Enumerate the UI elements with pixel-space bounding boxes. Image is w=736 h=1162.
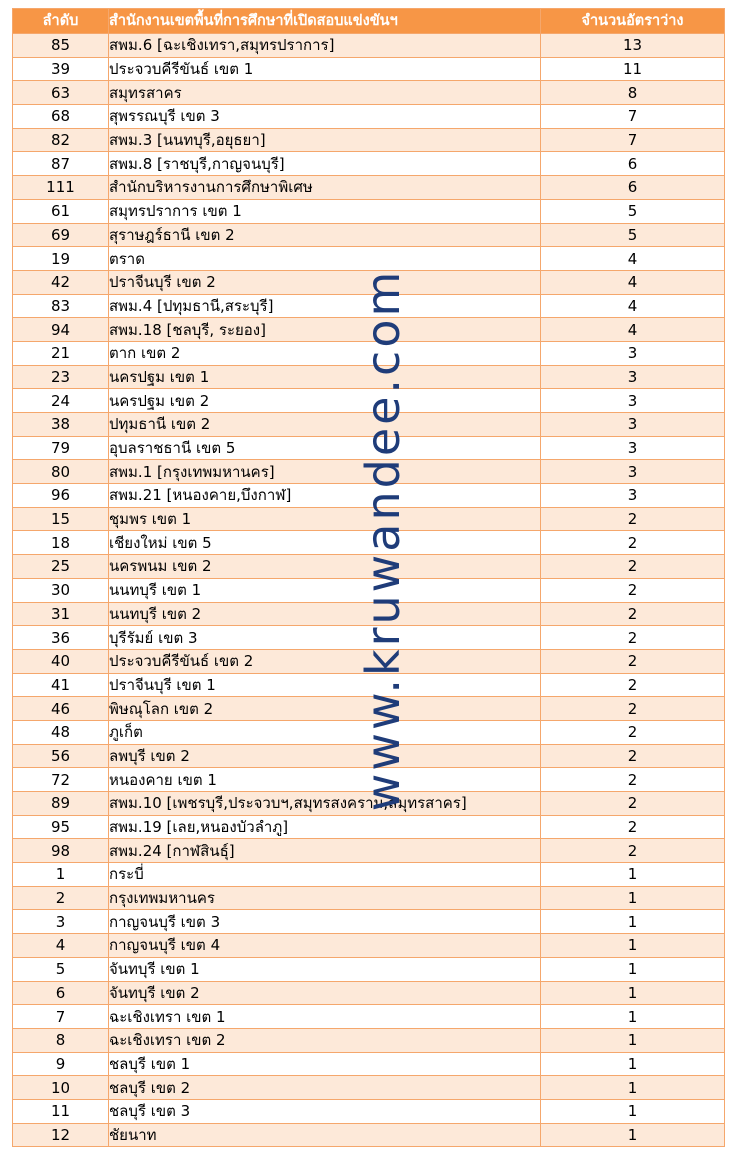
row-count: 4 [541, 270, 725, 294]
table-row [13, 673, 725, 697]
row-count: 7 [541, 105, 725, 129]
table-row [13, 365, 725, 389]
row-office: ปราจีนบุรี เขต 2 [109, 270, 541, 294]
row-id: 61 [13, 199, 109, 223]
table-row [13, 863, 725, 887]
row-count: 3 [541, 341, 725, 365]
row-id: 41 [13, 673, 109, 697]
row-id: 87 [13, 152, 109, 176]
table-row [13, 697, 725, 721]
row-count: 2 [541, 673, 725, 697]
row-count: 6 [541, 152, 725, 176]
row-count: 2 [541, 507, 725, 531]
row-id: 6 [13, 981, 109, 1005]
table-row [13, 910, 725, 934]
row-office: กาญจนบุรี เขต 3 [109, 910, 541, 934]
watermark: www.kruwandee.com [356, 268, 410, 812]
row-office: บุรีรัมย์ เขต 3 [109, 626, 541, 650]
table-row [13, 555, 725, 579]
row-count: 1 [541, 1028, 725, 1052]
row-office: สมุทรสาคร [109, 81, 541, 105]
table-row [13, 957, 725, 981]
row-id: 19 [13, 247, 109, 271]
table-row [13, 247, 725, 271]
table-row [13, 223, 725, 247]
row-office: ชลบุรี เขต 2 [109, 1076, 541, 1100]
row-id: 72 [13, 768, 109, 792]
table-row [13, 128, 725, 152]
row-count: 5 [541, 223, 725, 247]
row-count: 3 [541, 436, 725, 460]
table-row [13, 578, 725, 602]
row-id: 83 [13, 294, 109, 318]
row-id: 15 [13, 507, 109, 531]
row-office: ภูเก็ต [109, 720, 541, 744]
table-row [13, 839, 725, 863]
table-body [13, 34, 725, 1147]
row-id: 5 [13, 957, 109, 981]
table-row [13, 649, 725, 673]
row-id: 18 [13, 531, 109, 555]
table-row [13, 1076, 725, 1100]
row-id: 11 [13, 1099, 109, 1123]
row-count: 1 [541, 1005, 725, 1029]
row-id: 48 [13, 720, 109, 744]
row-count: 2 [541, 649, 725, 673]
row-count: 1 [541, 886, 725, 910]
table-row [13, 981, 725, 1005]
table-row [13, 531, 725, 555]
row-id: 98 [13, 839, 109, 863]
row-office: กาญจนบุรี เขต 4 [109, 934, 541, 958]
row-count: 2 [541, 815, 725, 839]
row-office: ปราจีนบุรี เขต 1 [109, 673, 541, 697]
row-office: สพม.3 [นนทบุรี,อยุธยา] [109, 128, 541, 152]
row-count: 2 [541, 602, 725, 626]
row-id: 94 [13, 318, 109, 342]
table-row [13, 341, 725, 365]
row-id: 68 [13, 105, 109, 129]
row-office: สพม.4 [ปทุมธานี,สระบุรี] [109, 294, 541, 318]
row-office: สพม.8 [ราชบุรี,กาญจนบุรี] [109, 152, 541, 176]
row-count: 2 [541, 744, 725, 768]
row-office: พิษณุโลก เขต 2 [109, 697, 541, 721]
row-count: 1 [541, 863, 725, 887]
row-id: 111 [13, 176, 109, 200]
row-office: สพม.21 [หนองคาย,บึงกาฬ] [109, 484, 541, 508]
row-count: 1 [541, 1099, 725, 1123]
table-row [13, 436, 725, 460]
row-office: สพม.19 [เลย,หนองบัวลำภู] [109, 815, 541, 839]
row-office: ตราด [109, 247, 541, 271]
row-count: 2 [541, 697, 725, 721]
row-id: 82 [13, 128, 109, 152]
table-row [13, 1005, 725, 1029]
row-id: 2 [13, 886, 109, 910]
table-row [13, 484, 725, 508]
row-id: 89 [13, 792, 109, 816]
row-office: นนทบุรี เขต 2 [109, 602, 541, 626]
row-id: 46 [13, 697, 109, 721]
row-office: สุราษฎร์ธานี เขต 2 [109, 223, 541, 247]
row-id: 1 [13, 863, 109, 887]
header-row [13, 9, 725, 34]
row-id: 39 [13, 57, 109, 81]
row-count: 4 [541, 318, 725, 342]
table-row [13, 152, 725, 176]
row-count: 11 [541, 57, 725, 81]
row-office: สุพรรณบุรี เขต 3 [109, 105, 541, 129]
table-row [13, 744, 725, 768]
header-count: จำนวนอัตราว่าง [541, 9, 725, 34]
table-row [13, 199, 725, 223]
table-row [13, 815, 725, 839]
row-office: กระบี่ [109, 863, 541, 887]
row-count: 2 [541, 555, 725, 579]
row-office: ชลบุรี เขต 1 [109, 1052, 541, 1076]
row-id: 23 [13, 365, 109, 389]
row-office: หนองคาย เขต 1 [109, 768, 541, 792]
table-row [13, 81, 725, 105]
row-id: 31 [13, 602, 109, 626]
row-office: เชียงใหม่ เขต 5 [109, 531, 541, 555]
row-office: ชลบุรี เขต 3 [109, 1099, 541, 1123]
row-id: 56 [13, 744, 109, 768]
row-count: 2 [541, 720, 725, 744]
row-id: 21 [13, 341, 109, 365]
row-office: สพม.24 [กาฬสินธุ์] [109, 839, 541, 863]
row-id: 69 [13, 223, 109, 247]
table-row [13, 176, 725, 200]
table-row [13, 886, 725, 910]
row-count: 1 [541, 1052, 725, 1076]
row-office: อุบลราชธานี เขต 5 [109, 436, 541, 460]
table-row [13, 389, 725, 413]
table-row [13, 602, 725, 626]
row-count: 2 [541, 626, 725, 650]
row-count: 3 [541, 389, 725, 413]
table-row [13, 34, 725, 58]
row-count: 4 [541, 247, 725, 271]
table-row [13, 460, 725, 484]
row-id: 8 [13, 1028, 109, 1052]
row-office: สำนักบริหารงานการศึกษาพิเศษ [109, 176, 541, 200]
table-header [13, 9, 725, 34]
row-id: 40 [13, 649, 109, 673]
row-id: 10 [13, 1076, 109, 1100]
row-id: 3 [13, 910, 109, 934]
row-count: 8 [541, 81, 725, 105]
row-id: 24 [13, 389, 109, 413]
row-office: ลพบุรี เขต 2 [109, 744, 541, 768]
table-row [13, 1052, 725, 1076]
row-office: นครพนม เขต 2 [109, 555, 541, 579]
row-office: ตาก เขต 2 [109, 341, 541, 365]
row-office: ฉะเชิงเทรา เขต 2 [109, 1028, 541, 1052]
row-office: ประจวบคีรีขันธ์ เขต 1 [109, 57, 541, 81]
row-office: สพม.1 [กรุงเทพมหานคร] [109, 460, 541, 484]
row-id: 38 [13, 413, 109, 437]
row-office: ปทุมธานี เขต 2 [109, 413, 541, 437]
table-row [13, 294, 725, 318]
row-id: 12 [13, 1123, 109, 1147]
row-office: สพม.10 [เพชรบุรี,ประจวบฯ,สมุทรสงคราม,สมุทรสาคร] [109, 792, 541, 816]
row-id: 42 [13, 270, 109, 294]
table-row [13, 270, 725, 294]
row-id: 95 [13, 815, 109, 839]
table-row [13, 720, 725, 744]
row-count: 3 [541, 484, 725, 508]
row-id: 25 [13, 555, 109, 579]
table-row [13, 413, 725, 437]
row-id: 36 [13, 626, 109, 650]
row-count: 3 [541, 365, 725, 389]
row-office: นครปฐม เขต 1 [109, 365, 541, 389]
row-count: 5 [541, 199, 725, 223]
header-id: ลำดับ [13, 9, 109, 34]
row-office: ชุมพร เขต 1 [109, 507, 541, 531]
row-count: 2 [541, 839, 725, 863]
table-row [13, 57, 725, 81]
row-id: 80 [13, 460, 109, 484]
row-count: 4 [541, 294, 725, 318]
row-count: 1 [541, 910, 725, 934]
table-row [13, 1099, 725, 1123]
row-office: กรุงเทพมหานคร [109, 886, 541, 910]
row-id: 96 [13, 484, 109, 508]
row-office: นครปฐม เขต 2 [109, 389, 541, 413]
row-id: 30 [13, 578, 109, 602]
row-id: 9 [13, 1052, 109, 1076]
row-id: 7 [13, 1005, 109, 1029]
row-count: 2 [541, 792, 725, 816]
row-count: 1 [541, 1123, 725, 1147]
row-office: จันทบุรี เขต 1 [109, 957, 541, 981]
row-count: 1 [541, 981, 725, 1005]
vacancy-table [12, 8, 725, 1147]
row-office: ประจวบคีรีขันธ์ เขต 2 [109, 649, 541, 673]
row-count: 1 [541, 1076, 725, 1100]
row-count: 3 [541, 460, 725, 484]
table-row [13, 318, 725, 342]
table-row [13, 105, 725, 129]
row-count: 1 [541, 934, 725, 958]
row-count: 3 [541, 413, 725, 437]
row-office: สพม.18 [ชลบุรี, ระยอง] [109, 318, 541, 342]
table-row [13, 792, 725, 816]
row-count: 7 [541, 128, 725, 152]
row-id: 4 [13, 934, 109, 958]
table-row [13, 934, 725, 958]
row-count: 6 [541, 176, 725, 200]
table-row [13, 1123, 725, 1147]
row-id: 85 [13, 34, 109, 58]
row-count: 2 [541, 768, 725, 792]
table-row [13, 768, 725, 792]
table-row [13, 626, 725, 650]
row-office: ฉะเชิงเทรา เขต 1 [109, 1005, 541, 1029]
row-count: 2 [541, 531, 725, 555]
row-office: จันทบุรี เขต 2 [109, 981, 541, 1005]
row-office: สพม.6 [ฉะเชิงเทรา,สมุทรปราการ] [109, 34, 541, 58]
row-id: 79 [13, 436, 109, 460]
row-count: 2 [541, 578, 725, 602]
row-office: นนทบุรี เขต 1 [109, 578, 541, 602]
header-office: สำนักงานเขตพื้นที่การศึกษาที่เปิดสอบแข่งขันฯ [109, 9, 541, 34]
row-office: ชัยนาท [109, 1123, 541, 1147]
row-office: สมุทรปราการ เขต 1 [109, 199, 541, 223]
table-row [13, 1028, 725, 1052]
row-count: 1 [541, 957, 725, 981]
row-id: 63 [13, 81, 109, 105]
table-row [13, 507, 725, 531]
row-count: 13 [541, 34, 725, 58]
